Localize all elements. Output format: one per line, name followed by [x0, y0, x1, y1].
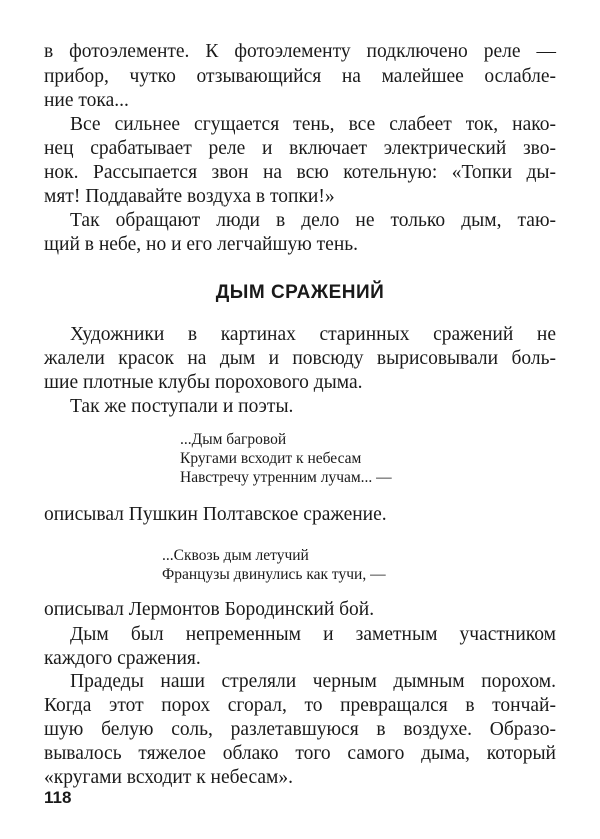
- verse-2-line-1: ...Сквозь дым летучий: [162, 547, 309, 564]
- verse-1-line-3: Навстречу утренним лучам... —: [180, 469, 392, 486]
- paragraph-2-line-3: нок. Рассыпается звон на всю котельную: «Топки ды-: [44, 162, 556, 183]
- paragraph-3-line-1: Так обращают люди в дело не только дым, таю-: [70, 210, 556, 231]
- paragraph-5: Так же поступали и поэты.: [70, 396, 294, 417]
- paragraph-2-line-4: мят! Поддавайте воздуха в топки!»: [44, 186, 335, 207]
- verse-1-line-1: ...Дым багровой: [180, 431, 287, 448]
- paragraph-6: описывал Пушкин Полтавское сражение.: [44, 504, 387, 525]
- paragraph-2-line-2: нец срабатывает реле и включает электрический зво-: [44, 138, 556, 159]
- paragraph-1-line-3: ние тока...: [44, 90, 129, 111]
- paragraph-1-line-1: в фотоэлементе. К фотоэлементу подключено реле —: [44, 41, 556, 62]
- paragraph-3-line-2: щий в небе, но и его легчайшую тень.: [44, 234, 359, 255]
- paragraph-4-line-3: шие плотные клубы порохового дыма.: [44, 372, 363, 393]
- paragraph-9-line-2: Когда этот порох сгорал, то превращался в тончай-: [44, 695, 556, 716]
- verse-2-line-2: Французы двинулись как тучи, —: [162, 566, 386, 583]
- paragraph-8-line-1: Дым был непременным и заметным участником: [70, 624, 556, 645]
- paragraph-9-line-1: Прадеды наши стреляли черным дымным порохом.: [70, 671, 556, 692]
- paragraph-2-line-1: Все сильнее сгущается тень, все слабеет ток, нако-: [70, 114, 556, 135]
- paragraph-9-line-5: «кругами всходит к небесам».: [44, 767, 293, 788]
- paragraph-9-line-3: шую белую соль, разлетавшуюся в воздухе. Образо-: [44, 719, 556, 740]
- paragraph-7: описывал Лермонтов Бородинский бой.: [44, 599, 375, 620]
- paragraph-4-line-2: жалели красок на дым и повсюду вырисовывали боль-: [44, 348, 556, 369]
- paragraph-8-line-2: каждого сражения.: [44, 648, 201, 669]
- verse-1-line-2: Кругами всходит к небесам: [180, 450, 362, 467]
- paragraph-9-line-4: вывалось тяжелое облако того самого дыма, который: [44, 743, 556, 764]
- paragraph-1-line-2: прибор, чутко отзывающийся на малейшее ослабле-: [44, 66, 556, 87]
- page-number: 118: [44, 788, 72, 807]
- section-heading: ДЫМ СРАЖЕНИЙ: [215, 282, 385, 303]
- paragraph-4-line-1: Художники в картинах старинных сражений не: [70, 324, 556, 345]
